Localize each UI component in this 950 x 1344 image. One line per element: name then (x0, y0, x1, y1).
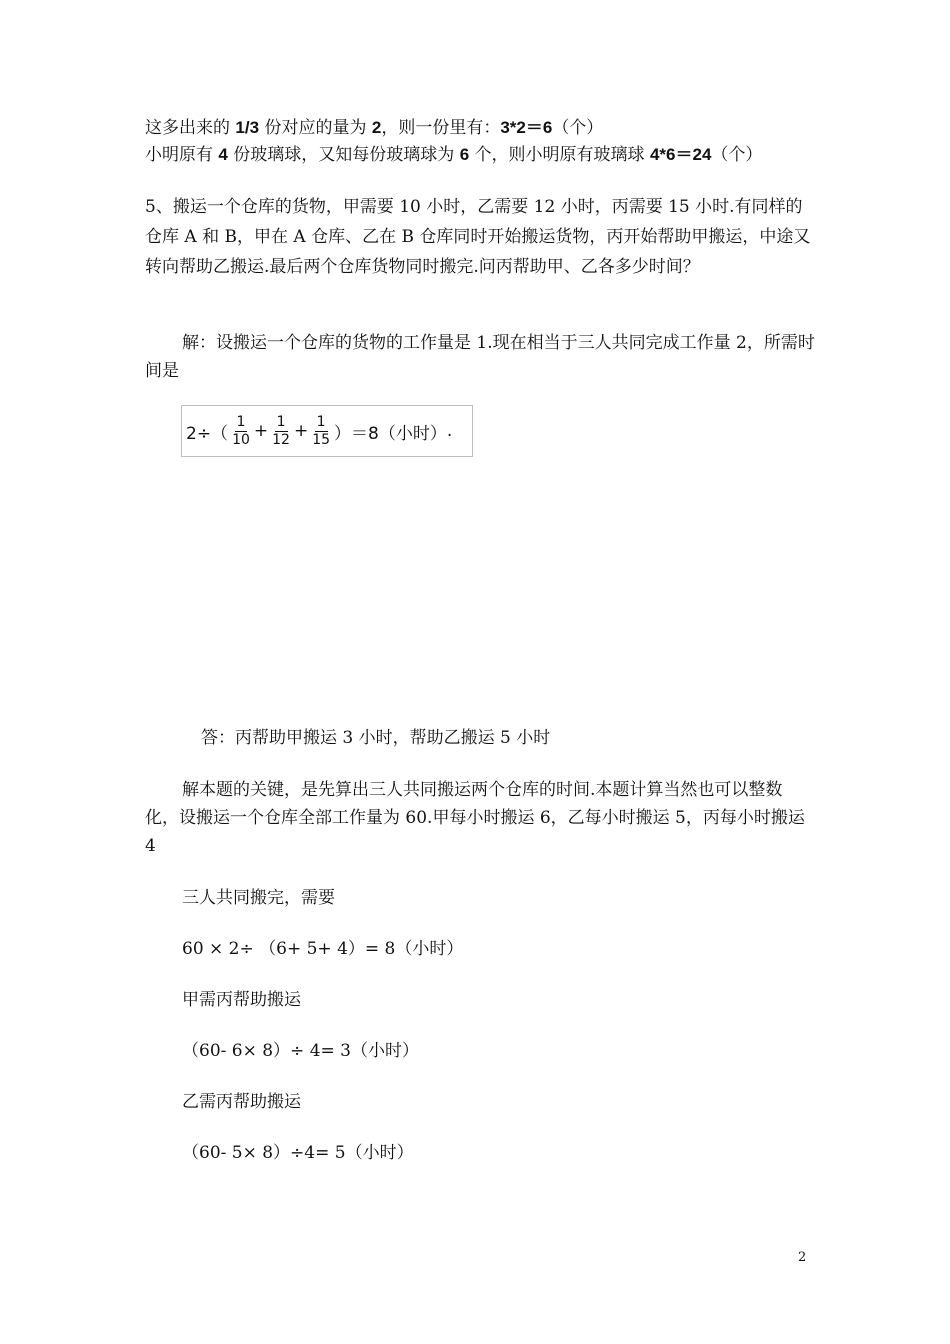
formula (186, 406, 452, 456)
step-line: 乙需丙帮助搬运 (182, 1092, 301, 1112)
calc-line-2: 小明原有 4 份玻璃球，又知每份玻璃球为 6 个，则小明原有玻璃球 4*6＝24（个） (145, 145, 763, 165)
key-paragraph: 解本题的关键，是先算出三人共同搬运两个仓库的时间.本题计算当然也可以整数化，设搬运一个仓库全部工作量为 60.甲每小时搬运 6，乙每小时搬运 5，丙每小时搬运 4 (145, 780, 805, 856)
calc-line-1: 这多出来的 1/3 份对应的量为 2，则一份里有：3*2＝6（个） (145, 118, 604, 138)
fraction: $\frac{1}{10}$ (232, 413, 250, 448)
formula-lead: 2÷（ (186, 423, 229, 444)
step-line: 三人共同搬完，需要 (182, 888, 335, 908)
problem-5-text: 5、搬运一个仓库的货物，甲需要 10 小时，乙需要 12 小时，丙需要 15 小时.有同样的仓库 A 和 B，甲在 A 仓库、乙在 B 仓库同时开始搬运货物，丙开始帮助甲搬运，中途又转向帮助乙搬运.最后两个仓库货物同时搬完.问丙帮助甲、乙各多少时间？ (145, 197, 811, 277)
plus-sign: + (253, 421, 269, 441)
fraction: $\frac{1}{12}$ (272, 413, 290, 448)
solution-intro: 解：设搬运一个仓库的货物的工作量是 1.现在相当于三人共同完成工作量 2，所需时间是 (145, 333, 815, 381)
answer: 答：丙帮助甲搬运 3 小时，帮助乙搬运 5 小时 (201, 728, 551, 748)
step-line: （60- 5× 8）÷4= 5（小时） (182, 1143, 414, 1163)
step-line: 甲需丙帮助搬运 (182, 990, 301, 1010)
formula-tail: ）＝8（小时） (334, 423, 447, 444)
formula-image (181, 405, 473, 457)
page-number: 2 (798, 1250, 807, 1265)
formula-dot: . (446, 421, 453, 441)
step-line: 60 × 2÷ （6+ 5+ 4）= 8（小时） (182, 939, 464, 959)
step-line: （60- 6× 8）÷ 4= 3（小时） (182, 1041, 419, 1061)
plus-sign: + (293, 421, 309, 441)
fraction: $\frac{1}{15}$ (312, 413, 331, 448)
